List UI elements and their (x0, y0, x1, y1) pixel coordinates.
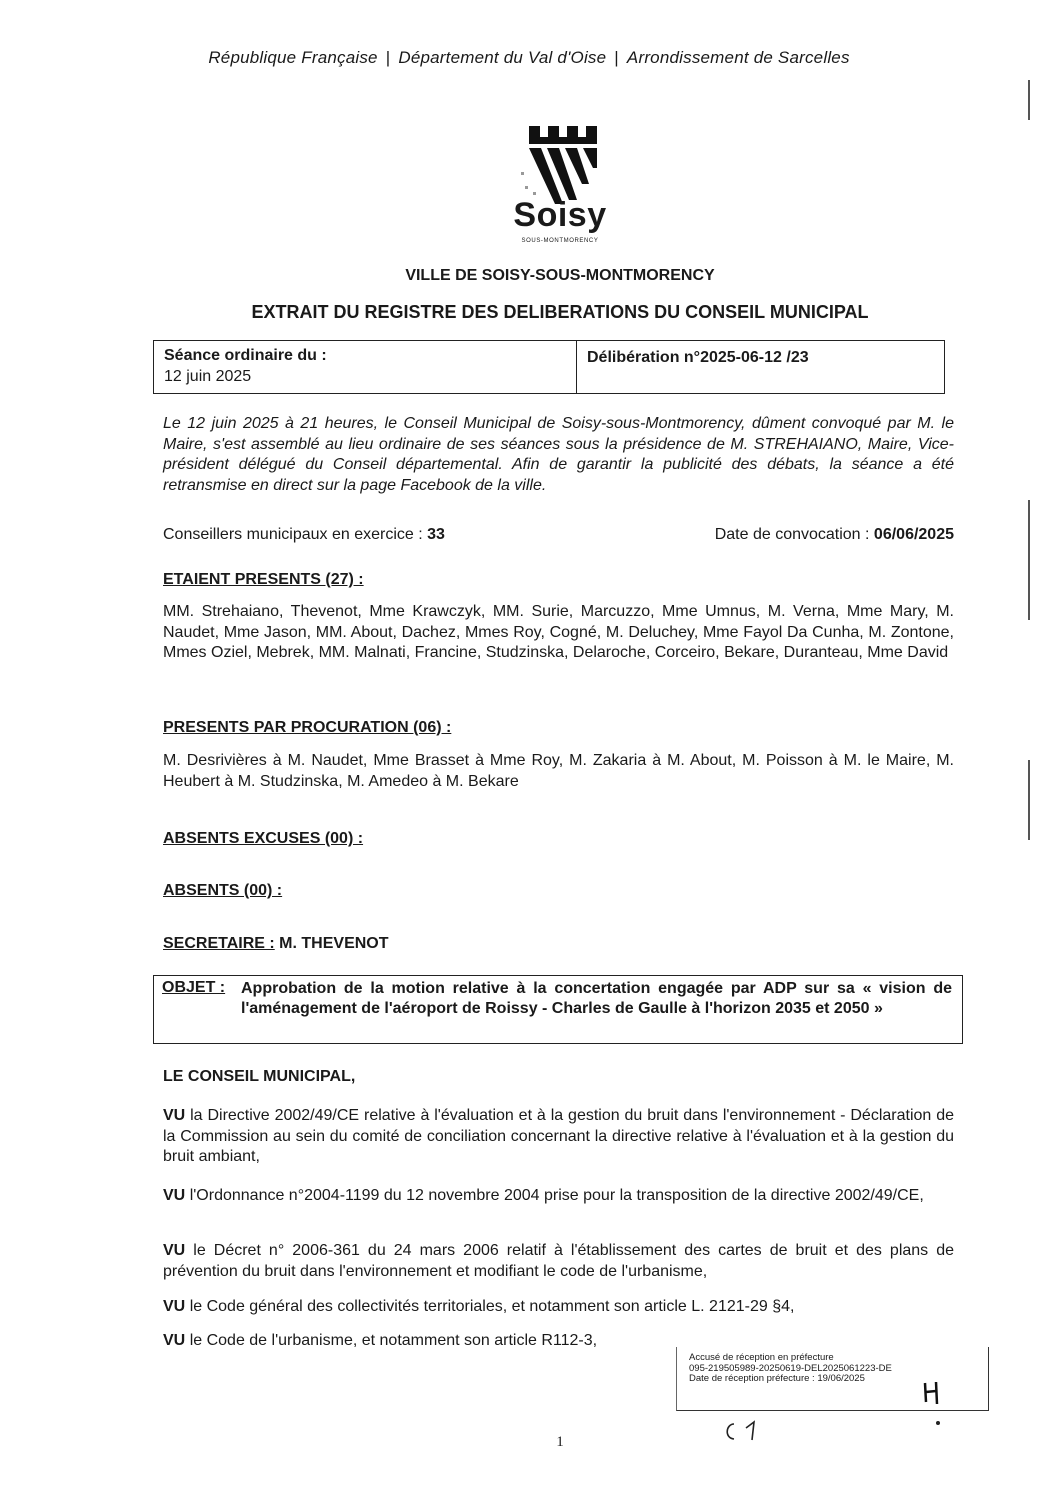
objet-box (153, 975, 963, 1044)
vu-prefix: VU (163, 1187, 186, 1204)
header-republique: République Française (208, 48, 378, 67)
procuration-heading: PRESENTS PAR PROCURATION (06) : (163, 719, 452, 736)
ink-dot (936, 1421, 940, 1425)
vu-text: le Code général des collectivités territoriales, et notamment son article L. 2121-29 §4, (189, 1298, 795, 1315)
conseillers-value: 33 (427, 526, 445, 543)
vu-text: le Code de l'urbanisme, et notamment son article R112-3, (189, 1332, 598, 1349)
vu-prefix: VU (163, 1107, 186, 1124)
convocation-value: 06/06/2025 (873, 526, 954, 543)
secretaire-value: M. THEVENOT (279, 935, 389, 952)
header-departement: Département du Val d'Oise (398, 48, 607, 67)
convocation-label: Date de convocation : (714, 526, 870, 543)
deliberation-number: Délibération n°2025-06-12 /23 (587, 349, 809, 366)
seance-date: 12 juin 2025 (164, 368, 252, 385)
vu-text: le Décret n° 2006-361 du 24 mars 2006 relatif à l'établissement des cartes de bruit et des plans de prévention du bruit dans l'environnement et modifiant le code de l'urbanisme, (163, 1242, 955, 1280)
logo-name: Soisy (513, 196, 607, 234)
vu-item (163, 1297, 954, 1318)
procuration-list: M. Desrivières à M. Naudet, Mme Brasset à Mme Roy, M. Zakaria à M. About, M. Poisson à M. le Maire, M. Heubert à M. Studzinska, M. Amedeo à M. Bekare (163, 752, 954, 790)
header-separator: | (385, 48, 391, 67)
vu-item (163, 1106, 954, 1168)
vu-text: l'Ordonnance n°2004-1199 du 12 novembre 2004 prise pour la transposition de la directive 2002/49/CE, (189, 1187, 924, 1204)
vu-prefix: VU (163, 1242, 186, 1259)
presents-list: MM. Strehaiano, Thevenot, Mme Krawczyk, MM. Surie, Marcuzzo, Mme Umnus, M. Verna, Mme Mary, M. Naudet, Mme Jason, MM. About, Dachez, Mmes Roy, Cogné, M. Deluchey, Mme Fayol Da Cunha, M. Zontone, Mmes Oziel, Mebrek, MM. Malnati, Francine, Studzinska, Delaroche, Corceiro, Bekare, Duranteau, Mme David (163, 603, 954, 661)
conseillers-label: Conseillers municipaux en exercice : (163, 526, 423, 543)
secretaire-label: SECRETAIRE : (163, 935, 275, 952)
conseil-heading: LE CONSEIL MUNICIPAL, (163, 1068, 356, 1085)
convocation-date (715, 526, 954, 544)
vu-item (163, 1186, 954, 1207)
absents-excuses-heading: ABSENTS EXCUSES (00) : (163, 830, 364, 847)
register-title: EXTRAIT DU REGISTRE DES DELIBERATIONS DU CONSEIL MUNICIPAL (251, 302, 869, 322)
scan-edge-line (1028, 500, 1030, 620)
scan-edge-line (1028, 760, 1030, 840)
objet-label: OBJET : (162, 979, 226, 996)
vu-item (163, 1241, 954, 1282)
city-title: VILLE DE SOISY-SOUS-MONTMORENCY (405, 267, 715, 284)
vu-prefix: VU (163, 1298, 186, 1315)
header-arrondissement: Arrondissement de Sarcelles (626, 48, 850, 67)
logo-subtitle: SOUS-MONTMORENCY (521, 238, 599, 244)
secretaire-line (163, 934, 389, 955)
vu-prefix: VU (163, 1332, 186, 1349)
intro-paragraph: Le 12 juin 2025 à 21 heures, le Conseil Municipal de Soisy-sous-Montmorency, dûment convoqué par M. le Maire, s'est assemblé au lieu ordinaire de ses séances sous la présidence de M. STREHAIANO, Maire, Vice-président délégué du Conseil départemental. Afin de garantir la publicité des débats, la séance a été retransmise en direct sur la page Facebook de la ville. (163, 415, 954, 494)
conseillers-count (163, 526, 445, 544)
page-number: 1 (556, 1434, 564, 1450)
handwritten-initials (920, 1380, 944, 1406)
seance-box (153, 340, 945, 394)
header-line (0, 48, 1058, 68)
absents-heading: ABSENTS (00) : (163, 882, 283, 899)
stamp-line: 095-219505989-20250619-DEL2025061223-DE (689, 1362, 892, 1374)
counts-row (163, 526, 954, 544)
scan-edge-line (1028, 80, 1030, 120)
stamp-line: Accusé de réception en préfecture (689, 1352, 834, 1363)
presents-heading: ETAIENT PRESENTS (27) : (163, 571, 364, 588)
objet-text: Approbation de la motion relative à la concertation engagée par ADP sur sa « vision de l'aménagement de l'aéroport de Roissy - Charles de Gaulle à l'horizon 2035 et 2050 » (241, 980, 952, 1017)
vu-text: la Directive 2002/49/CE relative à l'évaluation et à la gestion du bruit dans l'environnement - Déclaration de la Commission au sein du comité de conciliation concernant la directive relative à l'évaluation et à la gestion du bruit ambiant, (163, 1107, 954, 1165)
seance-cell (154, 341, 577, 393)
seance-label: Séance ordinaire du : (164, 347, 327, 364)
stamp-line: Date de réception préfecture : 19/06/2025 (689, 1373, 865, 1384)
header-separator: | (614, 48, 619, 67)
